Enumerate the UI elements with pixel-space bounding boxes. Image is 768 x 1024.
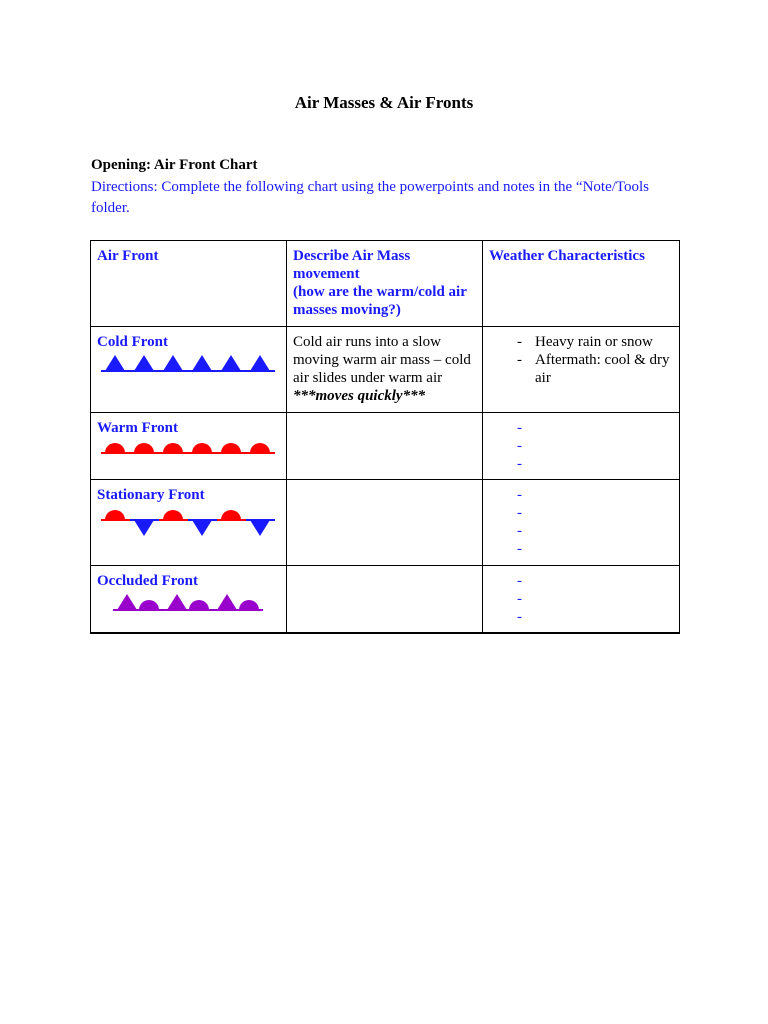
list-item: - bbox=[517, 505, 522, 521]
description-cell bbox=[287, 413, 483, 480]
front-name: Warm Front bbox=[97, 420, 178, 436]
list-item: - bbox=[517, 573, 522, 589]
characteristics-list bbox=[489, 419, 673, 473]
opening-heading: Opening: Air Front Chart bbox=[91, 157, 258, 173]
front-name: Cold Front bbox=[97, 334, 168, 350]
front-cell bbox=[91, 566, 287, 633]
characteristics-cell bbox=[483, 327, 680, 413]
characteristics-cell bbox=[483, 566, 680, 633]
description-emphasis: ***moves quickly*** bbox=[293, 388, 426, 404]
air-front-chart bbox=[90, 240, 680, 634]
list-item: - Heavy rain or snow bbox=[517, 334, 653, 350]
header-weather-characteristics bbox=[483, 241, 680, 327]
front-name: Stationary Front bbox=[97, 487, 205, 503]
header-air-front-label: Air Front bbox=[97, 248, 159, 264]
list-item: - bbox=[517, 420, 522, 436]
list-item: - bbox=[517, 541, 522, 557]
stationary-front-symbol bbox=[97, 506, 277, 540]
cold-front-symbol bbox=[97, 353, 277, 375]
front-cell bbox=[91, 480, 287, 566]
page-title: Air Masses & Air Fronts bbox=[294, 93, 474, 112]
characteristics-cell bbox=[483, 413, 680, 480]
directions-text: Directions: Complete the following chart using the powerpoints and notes in the “Note/Tools folder. bbox=[91, 179, 650, 216]
header-row bbox=[91, 241, 680, 327]
header-describe-label: Describe Air Mass movement bbox=[293, 248, 411, 282]
characteristics-list bbox=[489, 486, 673, 558]
header-air-front bbox=[91, 241, 287, 327]
characteristics-list bbox=[489, 333, 673, 387]
table-row bbox=[91, 566, 680, 633]
list-item: - bbox=[517, 438, 522, 454]
occluded-front-symbol bbox=[97, 592, 277, 614]
front-cell bbox=[91, 413, 287, 480]
list-item: - bbox=[517, 456, 522, 472]
description-cell bbox=[287, 566, 483, 633]
header-describe-movement bbox=[287, 241, 483, 327]
header-weather-label: Weather Characteristics bbox=[489, 248, 645, 264]
description-cell bbox=[287, 480, 483, 566]
list-item: - bbox=[517, 487, 522, 503]
list-item: - bbox=[517, 523, 522, 539]
description-cell bbox=[287, 327, 483, 413]
characteristics-cell bbox=[483, 480, 680, 566]
list-item: - Aftermath: cool & dry air bbox=[517, 352, 670, 386]
list-item: - bbox=[517, 591, 522, 607]
list-item: - bbox=[517, 609, 522, 625]
header-describe-sublabel: (how are the warm/cold air masses moving?) bbox=[293, 284, 467, 318]
table-row bbox=[91, 413, 680, 480]
warm-front-symbol bbox=[97, 439, 277, 457]
description-text: Cold air runs into a slow moving warm air mass – cold air slides under warm air bbox=[293, 334, 471, 386]
characteristics-list bbox=[489, 572, 673, 626]
table-row bbox=[91, 480, 680, 566]
front-name: Occluded Front bbox=[97, 573, 198, 589]
table-row bbox=[91, 327, 680, 413]
front-cell bbox=[91, 327, 287, 413]
